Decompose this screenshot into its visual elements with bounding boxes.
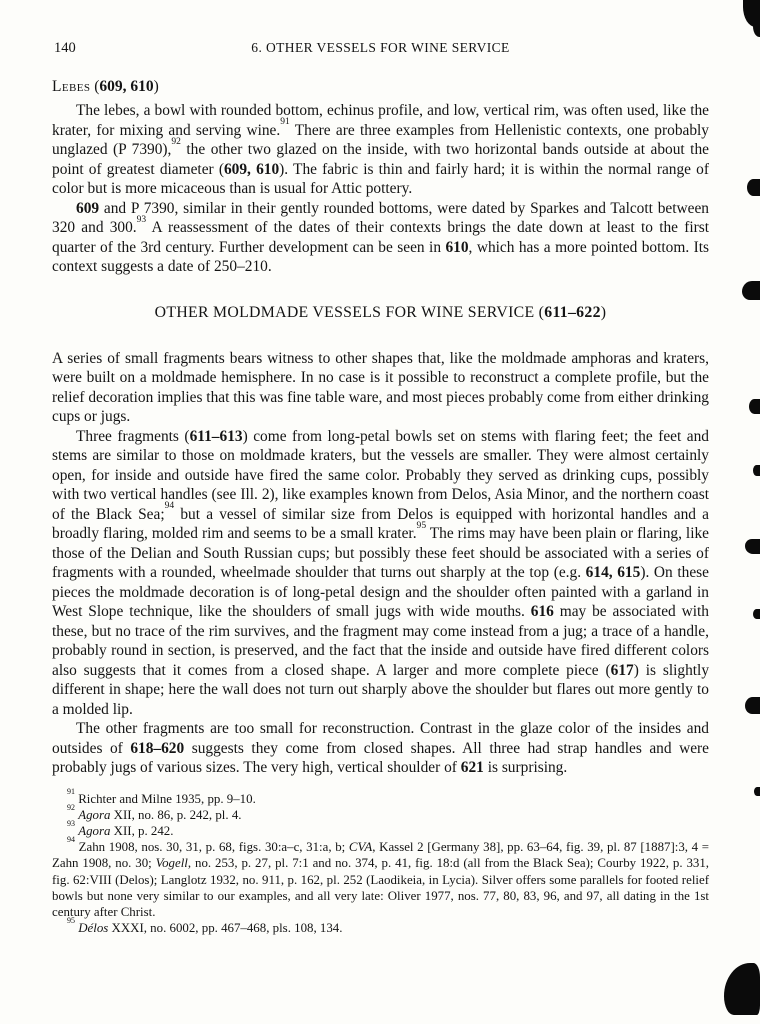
running-head: 6. OTHER VESSELS FOR WINE SERVICE — [251, 40, 510, 55]
paragraph-moldmade-3 — [52, 719, 709, 778]
scan-artifact — [753, 465, 760, 476]
text-segment: 609 — [76, 199, 100, 217]
text-segment: ). On these pieces the moldmade decoration is of long-petal design and the shoulder often painted with a garland in West Slope technique, like the shoulders of small jugs with wide mouths. — [52, 564, 709, 620]
footnote-marker: 94 — [164, 500, 175, 512]
text-segment: A reassessment of the dates of their contexts brings the date down at least to the first quarter of the 3rd century. Further development can be seen in — [52, 219, 709, 256]
text-segment: 614, 615 — [585, 564, 641, 581]
text-segment: 618–620 — [130, 739, 185, 757]
text-segment: 621 — [460, 759, 484, 776]
scan-artifact — [749, 399, 760, 414]
footnote-marker: 91 — [67, 786, 75, 796]
text-segment: Three fragments ( — [76, 427, 190, 445]
footnote-94 — [52, 835, 709, 920]
section-heading-lebes — [52, 78, 709, 96]
text-segment: A series of small fragments bears witness to other shapes that, like the moldmade amphoras and kraters, were built on a moldmade hemisphere. In no case is it possible to reconstruct a complete profile, but the relief decoration implies that this was fine table ware, and most pieces probably come from either drinking cups or jugs. — [52, 349, 709, 425]
text-segment: Lebes — [52, 78, 91, 95]
footnote-marker: 93 — [67, 819, 75, 829]
text-segment: ) — [153, 78, 159, 95]
text-segment: the other two glazed on the inside, with two horizontal bands outside at about the point of greatest diameter ( — [52, 141, 709, 178]
scan-artifact — [743, 0, 760, 27]
text-segment: The lebes, a bowl with rounded bottom, echinus profile, and low, vertical rim, was often used, like the krater, for mixing and serving wine. — [52, 102, 709, 139]
text-segment: Richter and Milne 1935, pp. 9–10. — [74, 791, 256, 806]
text-segment: 610 — [445, 238, 469, 256]
paragraph-lebes-1 — [52, 101, 709, 199]
footnote-marker: 92 — [67, 802, 75, 812]
text-segment: There are three examples from Hellenistic contexts, one probably unglazed (P 7390), — [52, 121, 710, 158]
scan-artifact — [747, 179, 760, 196]
scan-artifact — [742, 281, 760, 300]
text-segment: , which has a more pointed bottom. Its context suggests a date of 250–210. — [52, 238, 709, 275]
scan-artifact — [724, 963, 760, 1015]
text-segment: Vogell — [155, 856, 188, 871]
text-segment: may be associated with these, but no trace of the rim survives, and the fragment may come instead from a jug; a trace of a handle, probably round in section, is preserved, and the fact that the inside and outside have fired different colors also suggests that it comes from a closed shape. A larger and more complete piece ( — [52, 603, 709, 679]
text-segment: Zahn 1908, nos. 30, 31, p. 68, figs. 30:a–c, 31:a, b; — [74, 840, 349, 855]
text-segment: Agora — [78, 823, 111, 838]
footnote-92 — [52, 802, 709, 823]
footnote-95 — [52, 916, 709, 936]
scan-artifact — [745, 697, 760, 714]
text-segment: 609, 610 — [99, 78, 154, 95]
text-segment: but a vessel of similar size from Delos is equipped with horizontal handles and a broadly flaring, molded rim and seems to be a small krater. — [52, 505, 709, 542]
text-segment: 616 — [530, 603, 554, 620]
text-segment: XXXI, no. 6002, pp. 467–468, pls. 108, 134. — [108, 921, 343, 936]
footnote-marker: 93 — [136, 213, 147, 225]
text-segment: , no. 253, p. 27, pl. 7:1 and no. 374, p. 41, fig. 18:d (all from the Black Sea); Courby 1922, p. 331, fig. 62:VIII (Delos); Langlotz 1932, no. 911, p. 162, pl. 252 (Laodikeia, in Lycia). Silver offers some parallels for footed relief bowls but none very similar to our examples, and all very late: Oliver 1977, nos. 77, 80, 83, 96, and 97, all dating in the 1st century after Christ. — [52, 856, 709, 919]
footnote-marker: 95 — [67, 916, 75, 926]
section-heading-moldmade — [52, 304, 709, 322]
text-segment: ) come from long-petal bowls set on stems with flaring feet; the feet and stems are similar to those on moldmade kraters, but the vessels are smaller. They were almost certainly open, for inside and outside have fired the same color. Probably they served as drinking cups, possibly with two vertical handles (see Ill. 2), like examples known from Delos, Asia Minor, and the northern coast of the Black Sea; — [52, 427, 709, 523]
paragraph-lebes-2 — [52, 199, 709, 277]
scan-artifact — [754, 787, 760, 796]
text-segment: ) — [600, 303, 607, 321]
footnote-93 — [52, 819, 709, 839]
text-segment: The rims may have been plain or flaring, like those of the Delian and South Russian cups; but possibly these feet should be associated with a series of fragments with a rounded, wheelmade shoulder that turns out sharply at the top (e.g. — [52, 525, 709, 581]
footnote-marker: 95 — [416, 519, 427, 531]
scan-artifact — [753, 609, 760, 619]
scan-artifact — [753, 25, 760, 37]
text-segment: 609, 610 — [223, 160, 280, 178]
text-segment: XII, no. 86, p. 242, pl. 4. — [110, 807, 242, 822]
text-segment: and P 7390, similar in their gently rounded bottoms, were dated by Sparkes and Talcott between 320 and 300. — [52, 199, 709, 236]
text-segment: Délos — [78, 921, 109, 936]
footnote-91 — [52, 786, 709, 807]
text-segment: 617 — [610, 661, 634, 679]
text-segment: ). The fabric is thin and fairly hard; it is within the normal range of color but is more micaceous than is usual for Attic pottery. — [52, 160, 709, 197]
text-segment: ) is slightly different in shape; here the wall does not turn out sharply above the shoulder but flares out more gently to a molded lip. — [52, 661, 710, 718]
text-segment: 611–613 — [189, 427, 243, 445]
page-header — [52, 40, 709, 58]
text-segment: CVA — [348, 840, 373, 855]
text-segment: 611–622 — [544, 303, 601, 321]
text-segment: ( — [90, 78, 100, 95]
text-segment: suggests they come from closed shapes. All three had strap handles and were probably jugs of various sizes. The very high, vertical shoulder of — [52, 739, 709, 776]
text-segment: , Kassel 2 [Germany 38], pp. 63–64, fig. 39, pl. 87 [1887]:3, 4 = Zahn 1908, no. 30; — [52, 840, 709, 871]
scan-artifact — [745, 539, 760, 554]
text-segment: The other fragments are too small for reconstruction. Contrast in the glaze color of the insides and outsides of — [52, 720, 709, 757]
paragraph-moldmade-2 — [52, 427, 709, 720]
text-segment: is surprising. — [483, 759, 568, 776]
text-segment: XII, p. 242. — [110, 823, 174, 838]
footnote-marker: 91 — [280, 116, 290, 128]
footnote-marker: 94 — [67, 835, 75, 845]
page-number: 140 — [54, 40, 76, 56]
text-segment: OTHER MOLDMADE VESSELS FOR WINE SERVICE ( — [154, 303, 545, 321]
footnote-marker: 92 — [171, 135, 181, 147]
footnotes-block — [52, 786, 709, 937]
text-segment: Agora — [78, 807, 111, 822]
paragraph-moldmade-1 — [52, 349, 709, 427]
